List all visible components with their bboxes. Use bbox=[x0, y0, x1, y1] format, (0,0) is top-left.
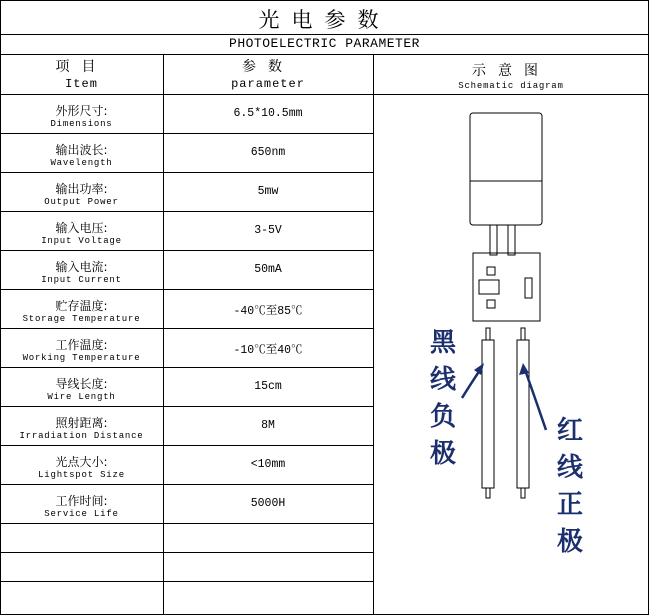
row-label-cn: 工作时间: bbox=[55, 494, 108, 508]
row-label-cn: 输出功率: bbox=[55, 182, 108, 196]
row-value: -40℃至85℃ bbox=[233, 305, 303, 318]
header-diagram-en: Schematic diagram bbox=[458, 81, 564, 91]
row-divider bbox=[0, 445, 374, 446]
row-label-cn: 输入电压: bbox=[55, 221, 108, 235]
page-title: 光电参数 bbox=[258, 8, 391, 32]
row-divider bbox=[0, 133, 374, 134]
wire-label-char: 极 bbox=[556, 527, 583, 557]
row-label-en: Output Power bbox=[44, 197, 119, 207]
row-value: 650nm bbox=[250, 146, 286, 159]
row-value: 6.5*10.5mm bbox=[233, 107, 303, 120]
schematic-diagram bbox=[374, 95, 649, 615]
board-chip bbox=[479, 280, 499, 294]
row-divider bbox=[0, 250, 374, 251]
laser-module-body bbox=[470, 113, 542, 225]
row-value: 8M bbox=[261, 419, 275, 432]
row-label-en: Input Voltage bbox=[41, 236, 122, 246]
row-divider bbox=[0, 581, 374, 582]
wire-label-char: 红 bbox=[556, 416, 583, 446]
row-divider bbox=[0, 328, 374, 329]
column-divider-1 bbox=[163, 54, 164, 615]
header-param-cn: 参数 bbox=[242, 59, 294, 75]
row-value: 5000H bbox=[250, 497, 286, 510]
row-label-cn: 光点大小: bbox=[55, 455, 108, 469]
red-wire-end bbox=[521, 488, 525, 498]
header-item-cn: 项目 bbox=[55, 59, 108, 75]
row-divider bbox=[0, 406, 374, 407]
black-wire bbox=[482, 340, 494, 488]
title-divider bbox=[0, 34, 649, 35]
row-label-en: Wire Length bbox=[47, 392, 116, 402]
row-label-en: Input Current bbox=[41, 275, 122, 285]
black-wire-end bbox=[486, 488, 490, 498]
row-value: 5mw bbox=[257, 185, 279, 198]
row-divider bbox=[0, 172, 374, 173]
row-label-cn: 照射距离: bbox=[55, 416, 108, 430]
module-pin-right bbox=[508, 225, 515, 255]
row-label-en: Service Life bbox=[44, 509, 119, 519]
board-pad-2 bbox=[487, 300, 495, 308]
row-label-cn: 导线长度: bbox=[55, 377, 108, 391]
row-label-cn: 输入电流: bbox=[55, 260, 108, 274]
row-label-cn: 输出波长: bbox=[55, 143, 108, 157]
header-param-en: parameter bbox=[231, 77, 305, 91]
row-label-en: Storage Temperature bbox=[22, 314, 141, 324]
row-value: 50mA bbox=[254, 263, 282, 276]
header-diagram-cn: 示意图 bbox=[472, 63, 550, 79]
red-wire-arrow-line bbox=[524, 367, 546, 430]
row-divider bbox=[0, 523, 374, 524]
wire-label-char: 线 bbox=[556, 453, 583, 483]
row-divider bbox=[0, 367, 374, 368]
header-top-rule bbox=[0, 54, 649, 55]
row-label-en: Irradiation Distance bbox=[19, 431, 144, 441]
row-value: -10℃至40℃ bbox=[233, 344, 303, 357]
row-value: <10mm bbox=[250, 458, 286, 471]
board-component bbox=[525, 278, 532, 298]
red-wire bbox=[517, 340, 529, 488]
row-divider bbox=[0, 211, 374, 212]
header-item-en: Item bbox=[65, 77, 98, 91]
red-wire-arrowhead bbox=[519, 363, 529, 375]
row-label-en: Working Temperature bbox=[22, 353, 141, 363]
black-wire-tip bbox=[486, 328, 490, 340]
page-subtitle: PHOTOELECTRIC PARAMETER bbox=[229, 36, 420, 51]
row-divider bbox=[0, 552, 374, 553]
module-pin-left bbox=[490, 225, 497, 255]
row-label-cn: 贮存温度: bbox=[55, 299, 108, 313]
row-label-cn: 外形尺寸: bbox=[55, 104, 108, 118]
wire-label-char: 黑 bbox=[429, 328, 456, 358]
row-label-cn: 工作温度: bbox=[55, 338, 108, 352]
wire-label-char: 极 bbox=[429, 439, 456, 469]
red-wire-tip bbox=[521, 328, 525, 340]
driver-board bbox=[473, 253, 540, 321]
row-value: 15cm bbox=[254, 380, 282, 393]
wire-label-char: 正 bbox=[556, 490, 583, 520]
board-pad-1 bbox=[487, 267, 495, 275]
row-divider bbox=[0, 289, 374, 290]
row-label-en: Wavelength bbox=[50, 158, 113, 168]
wire-label-char: 线 bbox=[429, 365, 456, 395]
row-label-en: Lightspot Size bbox=[38, 470, 125, 480]
wire-label-char: 负 bbox=[429, 402, 456, 432]
row-value: 3-5V bbox=[254, 224, 282, 237]
row-label-en: Dimensions bbox=[50, 119, 113, 129]
row-divider bbox=[0, 484, 374, 485]
